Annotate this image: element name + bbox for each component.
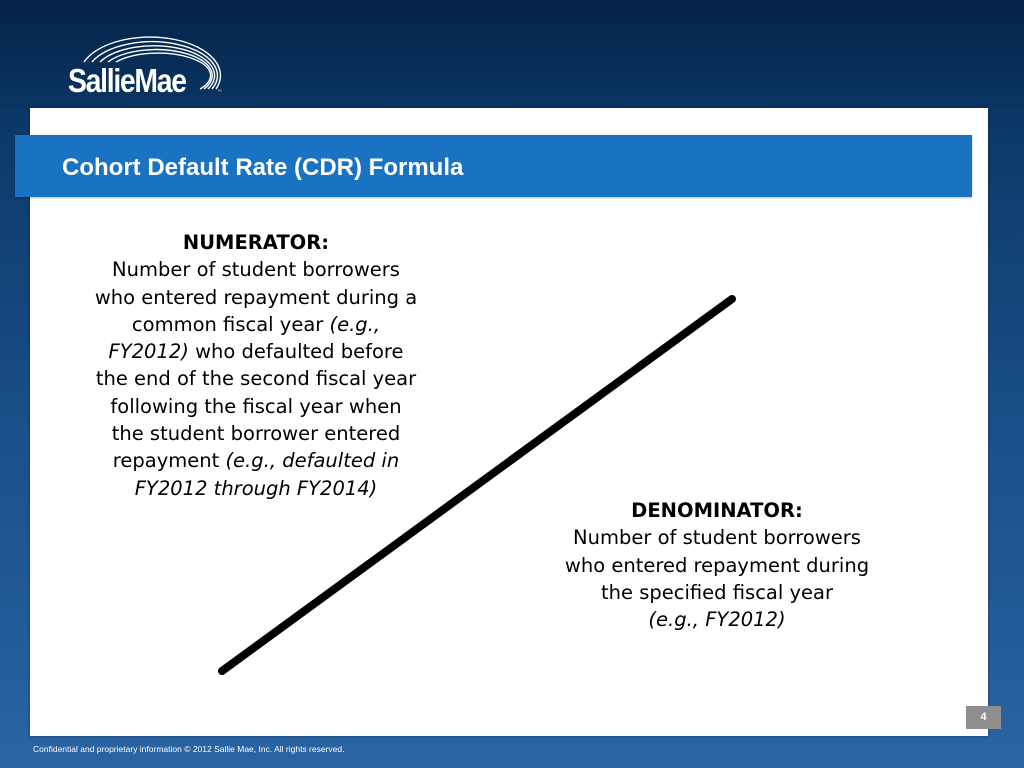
numerator-heading: NUMERATOR: — [182, 231, 330, 254]
numerator-line-7: the student borrower entered — [111, 422, 401, 446]
denominator-line-2: who entered repayment during — [564, 553, 870, 577]
numerator-line-8 — [62, 447, 450, 474]
numerator-line-1: Number of student borrowers — [112, 258, 400, 282]
denominator-heading: DENOMINATOR: — [631, 499, 803, 522]
numerator-line-4-text: who defaulted before — [188, 340, 404, 364]
slide-title: Cohort Default Rate (CDR) Formula — [62, 154, 464, 181]
numerator-line-4 — [62, 338, 450, 365]
denominator-line-3: the specified fiscal year — [601, 580, 833, 604]
logo-trademark: ™ — [217, 89, 222, 95]
denominator-line-4: (e.g., FY2012) — [648, 608, 786, 632]
numerator-line-2: who entered repayment during a — [94, 285, 418, 309]
numerator-block — [62, 229, 450, 502]
footer-copyright: Confidential and proprietary information © 2012 Sallie Mae, Inc. All rights reserved. — [33, 744, 345, 754]
numerator-line-9: FY2012 through FY2014) — [134, 476, 378, 500]
numerator-line-6: following the fiscal year when — [110, 394, 402, 418]
page-number: 4 — [966, 706, 1001, 729]
logo-wordmark: SallieMae — [68, 62, 186, 99]
numerator-line-8-example: (e.g., defaulted in — [225, 449, 400, 473]
numerator-line-5: the end of the second fiscal year — [95, 367, 417, 391]
numerator-line-3-text: common fiscal year — [131, 312, 330, 336]
numerator-line-4-example: FY2012) — [108, 340, 189, 364]
numerator-line-3 — [62, 311, 450, 338]
numerator-line-8-text: repayment — [112, 449, 226, 473]
denominator-block — [533, 497, 901, 633]
denominator-line-1: Number of student borrowers — [573, 526, 861, 550]
numerator-line-3-example: (e.g., — [329, 312, 381, 336]
